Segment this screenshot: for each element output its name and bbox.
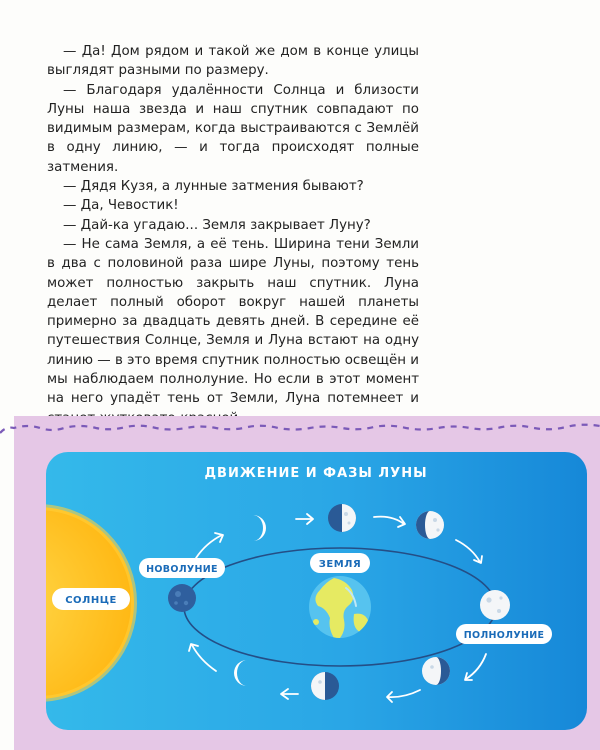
paragraph-5: — Дай-ка угадаю... Земля закрывает Луну? (63, 217, 371, 233)
full-moon-label: ПОЛНОЛУНИЕ (463, 630, 545, 641)
earth-label: ЗЕМЛЯ (318, 559, 362, 570)
infographic-title: ДВИЖЕНИЕ И ФАЗЫ ЛУНЫ (204, 466, 428, 481)
paragraph-6: — Не сама Земля, а её тень. Ширина тени Земли в два с половиной раза шире Луны, поэтому тень может полностью закрыть наш спутник. Луна делает полный оборот вокруг нашей планеты примерно за двадцать девять дней. В середине её путешествия Солнце, Земля и Луна встают на одну линию — в это время спутник полностью освещён и мы наблюдаем полнолуние. Но если в этот момент на него упадёт тень от Земли, Луна потемнеет и (47, 236, 419, 407)
paragraph-1: — Да! Дом рядом и такой же дом в конце улицы выглядят разными по размеру. (47, 44, 419, 79)
paragraph-3: — Дядя Кузя, а лунные затмения бывают? (63, 179, 364, 195)
paragraph-2: — Благодаря удалённости Солнца и близости Луны наша звезда и наш спутник совпадают по видимым размерам, когда выстраиваются с Землёй в одну линию, — и тогда происходят полные затмения. (47, 82, 419, 175)
paragraph-4: — Да, Чевостик! (63, 198, 179, 214)
dashed-border (0, 425, 600, 433)
moon-full-icon (480, 590, 510, 620)
moon-last-quarter-icon (311, 672, 339, 700)
moon-waxing-gibbous-icon (416, 511, 444, 539)
moon-first-quarter-icon (328, 504, 356, 532)
moon-waning-gibbous-icon (422, 657, 450, 685)
moon-new-icon (168, 584, 196, 612)
new-moon-label: НОВОЛУНИЕ (146, 564, 218, 575)
sun-label: СОЛНЦЕ (65, 595, 117, 606)
earth-icon (309, 576, 371, 638)
